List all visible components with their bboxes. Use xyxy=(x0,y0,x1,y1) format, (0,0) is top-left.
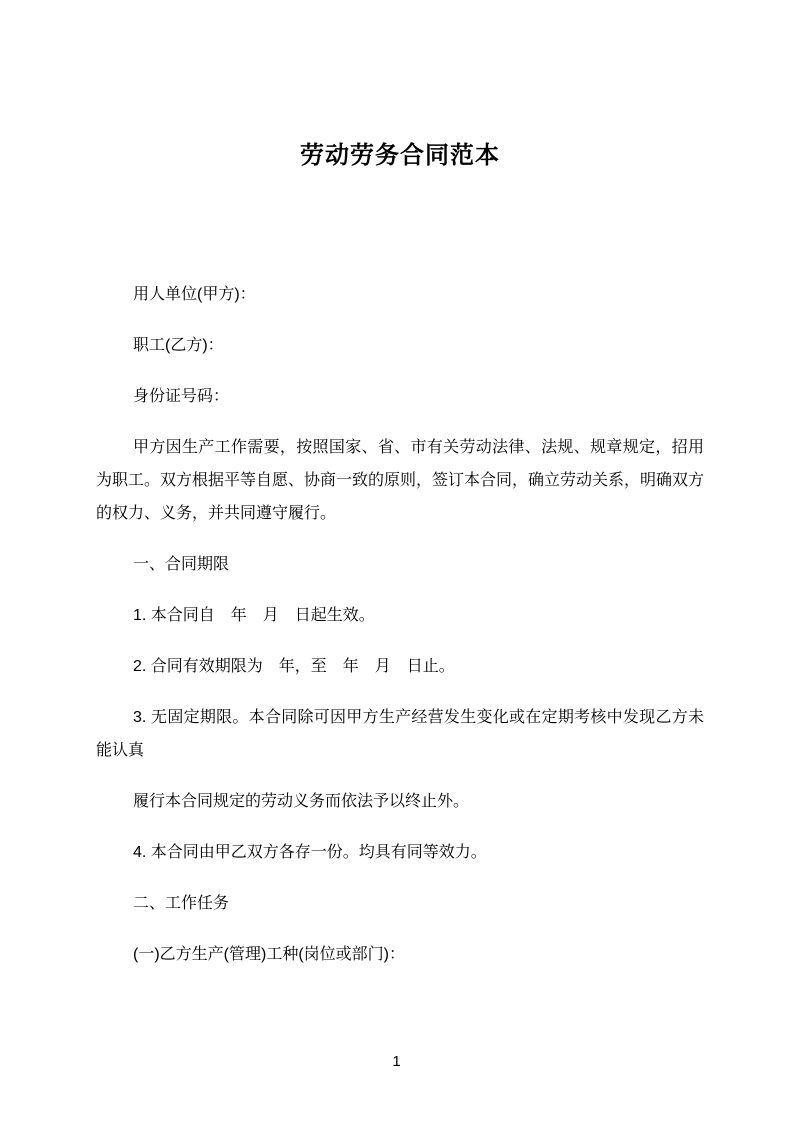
page-number: 1 xyxy=(392,1053,401,1070)
section-heading-contract-term: 一、合同期限 xyxy=(133,556,230,573)
label-employer-party-a: 用人单位(甲方)： xyxy=(133,286,256,303)
label-id-number: 身份证号码： xyxy=(133,388,230,405)
clause-valid-period: 2. 合同有效期限为 年，至 年 月 日止。 xyxy=(133,658,455,675)
clause-copies: 4. 本合同由甲乙双方各存一份。均具有同等效力。 xyxy=(133,844,487,861)
clause-job-position: (一)乙方生产(管理)工种(岗位或部门)： xyxy=(133,946,405,963)
label-employee-party-b: 职工(乙方)： xyxy=(133,337,224,354)
clause-open-term-part2: 履行本合同规定的劳动义务而依法予以终止外。 xyxy=(133,793,470,810)
intro-paragraph: 甲方因生产工作需要，按照国家、省、市有关劳动法律、法规、规章规定，招用为职工。双方根据平等自愿、协商一致的原则，签订本合同，确立劳动关系，明确双方的权力、义务，并共同遵守履行。 xyxy=(96,439,705,522)
document-title: 劳动劳务合同范本 xyxy=(300,142,500,169)
clause-effective-date: 1. 本合同自 年 月 日起生效。 xyxy=(133,607,375,624)
clause-open-term-part1: 3. 无固定期限。本合同除可因甲方生产经营发生变化或在定期考核中发现乙方未能认真 xyxy=(96,709,704,759)
section-heading-work-tasks: 二、工作任务 xyxy=(133,895,230,912)
